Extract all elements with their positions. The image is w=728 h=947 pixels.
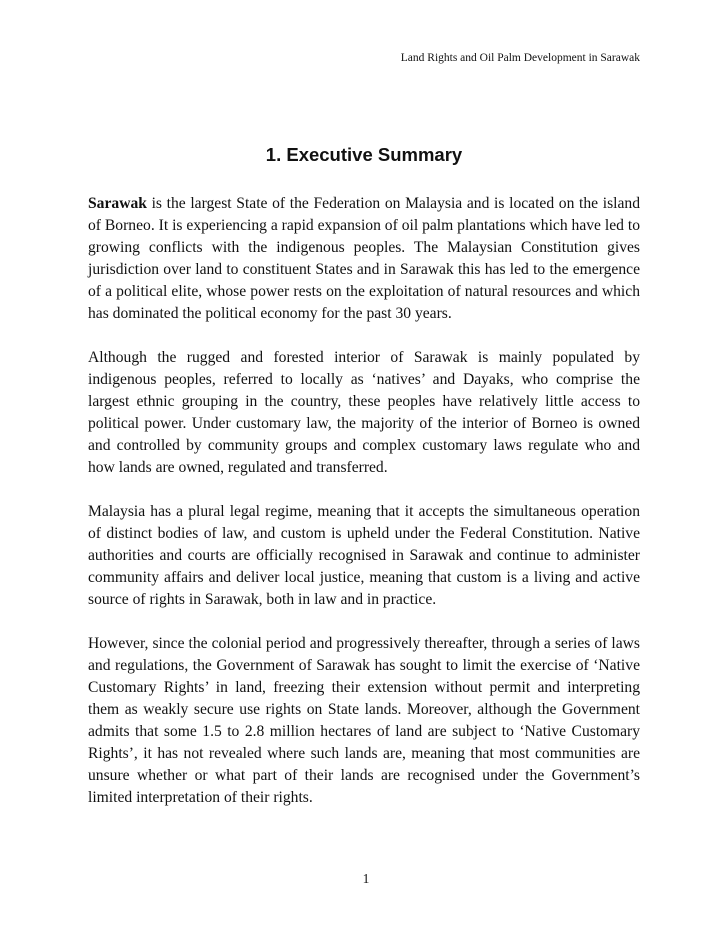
section-title: 1. Executive Summary bbox=[265, 144, 463, 165]
paragraph-2: Although the rugged and forested interior of Sarawak is mainly populated by indigenous peoples, referred to locally as ‘natives’ and Dayaks, who comprise the largest ethnic grouping in the country, these peoples have relatively little access to political power. Under customary law, the majority of the interior of Borneo is owned and controlled by community groups and complex customary laws regulate who and how lands are owned, regulated and transferred. bbox=[88, 349, 640, 476]
paragraph-1-text: is the largest State of the Federation on Malaysia and is located on the island of Borneo. It is experiencing a rapid expansion of oil palm plantations which have led to growing conflicts with the indigenous peoples. The Malaysian Constitution gives jurisdiction over land to constituent States and in Sarawak this has led to the emergence of a political elite, whose power rests on the exploitation of natural resources and which has dominated the political economy for the past 30 years. bbox=[88, 195, 640, 322]
paragraph-3: Malaysia has a plural legal regime, meaning that it accepts the simultaneous operation of distinct bodies of law, and custom is upheld under the Federal Constitution. Native authorities and courts are officially recognised in Sarawak and continue to administer community affairs and deliver local justice, meaning that custom is a living and active source of rights in Sarawak, both in law and in practice. bbox=[88, 503, 640, 608]
page-number: 1 bbox=[362, 871, 370, 886]
paragraph-1-lead: Sarawak bbox=[88, 195, 147, 212]
running-header: Land Rights and Oil Palm Development in Sarawak bbox=[400, 52, 640, 64]
body-text bbox=[88, 193, 640, 831]
paragraph-4: However, since the colonial period and progressively thereafter, through a series of laws and regulations, the Government of Sarawak has sought to limit the exercise of ‘Native Customary Rights’ in land, freezing their extension without permit and interpreting them as weakly secure use rights on State lands. Moreover, although the Government admits that some 1.5 to 2.8 million hectares of land are subject to ‘Native Customary Rights’, it has not revealed where such lands are, meaning that most communities are unsure whether or what part of their lands are recognised under the Government’s limited interpretation of their rights. bbox=[88, 635, 640, 806]
paragraph-1 bbox=[88, 193, 640, 325]
